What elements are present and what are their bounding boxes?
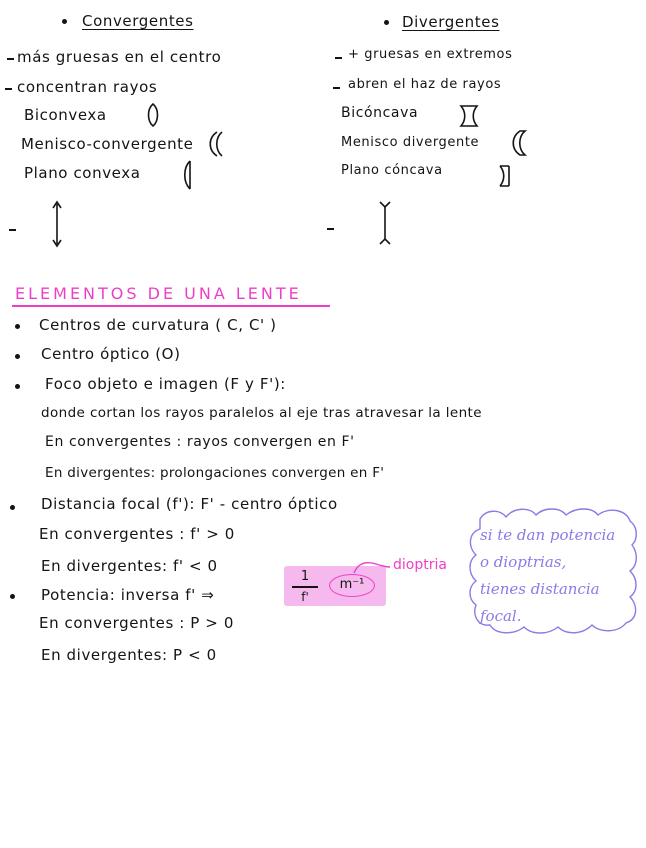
foco-convergentes: En convergentes : rayos convergen en F' xyxy=(45,434,355,450)
lens-type-plano-concava: Plano cóncava xyxy=(341,163,443,178)
foco-divergentes: En divergentes: prolongaciones convergen en F' xyxy=(45,465,385,481)
divergentes-line1: + gruesas en extremos xyxy=(348,47,513,62)
centro-optico: Centro óptico (O) xyxy=(41,345,181,363)
convergentes-line1: más gruesas en el centro xyxy=(17,48,222,66)
potencia: Potencia: inversa f' ⇒ xyxy=(41,586,215,604)
converging-arrow-icon xyxy=(51,200,63,248)
lens-type-menisco-convergente: Menisco-convergente xyxy=(21,135,194,153)
meniscus-convergent-icon xyxy=(208,131,224,157)
distancia-convergentes: En convergentes : f' > 0 xyxy=(39,525,235,543)
foco-definicion: donde cortan los rayos paralelos al eje tras atravesar la lente xyxy=(41,405,482,421)
plano-convex-icon xyxy=(182,160,194,190)
bullet-centros xyxy=(15,324,20,329)
dash-convergentes-1 xyxy=(7,58,14,60)
formula-denominator: f' xyxy=(301,589,309,604)
dash-divergentes-3 xyxy=(327,228,334,230)
dash-convergentes-2 xyxy=(5,88,12,90)
note-line-4: focal. xyxy=(480,607,522,625)
bullet-foco xyxy=(15,384,20,389)
convergentes-heading: Convergentes xyxy=(82,12,194,30)
lens-type-plano-convexa: Plano convexa xyxy=(24,164,141,182)
note-line-2: o dioptrias, xyxy=(480,553,567,571)
dash-convergentes-3 xyxy=(9,229,16,231)
bullet-centro-optico xyxy=(15,354,20,359)
convergentes-line2: concentran rayos xyxy=(17,78,158,96)
bullet-distancia xyxy=(10,505,15,510)
lens-type-biconvexa: Biconvexa xyxy=(24,106,107,124)
dioptria-annotation: dioptria xyxy=(393,557,447,573)
biconvex-lens-icon xyxy=(146,103,160,127)
lens-type-biconcava: Bicóncava xyxy=(341,105,419,121)
section-title: ELEMENTOS DE UNA LENTE xyxy=(15,284,302,303)
note-text xyxy=(480,522,615,630)
plano-concave-icon xyxy=(498,164,512,188)
potencia-divergentes: En divergentes: P < 0 xyxy=(41,646,217,664)
divergentes-line2: abren el haz de rayos xyxy=(348,77,502,92)
diverging-arrow-icon xyxy=(378,200,392,246)
foco-objeto-imagen: Foco objeto e imagen (F y F'): xyxy=(45,375,286,393)
bullet-potencia xyxy=(10,594,15,599)
biconcave-lens-icon xyxy=(459,104,479,128)
bullet-convergentes xyxy=(62,19,67,24)
meniscus-divergent-icon xyxy=(510,130,528,156)
annotation-arrow xyxy=(352,559,392,575)
distancia-focal: Distancia focal (f'): F' - centro óptico xyxy=(41,495,338,513)
fraction-bar xyxy=(292,586,318,588)
title-underline xyxy=(12,305,330,307)
formula-numerator: 1 xyxy=(300,569,310,584)
distancia-divergentes: En divergentes: f' < 0 xyxy=(41,557,218,575)
note-line-1: si te dan potencia xyxy=(480,526,616,544)
potencia-convergentes: En convergentes : P > 0 xyxy=(39,614,234,632)
dash-divergentes-1 xyxy=(335,57,342,59)
divergentes-heading: Divergentes xyxy=(402,13,500,31)
formula-unit: m⁻¹ xyxy=(329,574,375,597)
dash-divergentes-2 xyxy=(333,87,340,89)
lens-type-menisco-divergente: Menisco divergente xyxy=(341,135,480,150)
bullet-divergentes xyxy=(384,20,389,25)
note-line-3: tienes distancia xyxy=(480,580,600,598)
formula-fraction xyxy=(292,569,318,604)
centros-curvatura: Centros de curvatura ( C, C' ) xyxy=(39,316,277,334)
